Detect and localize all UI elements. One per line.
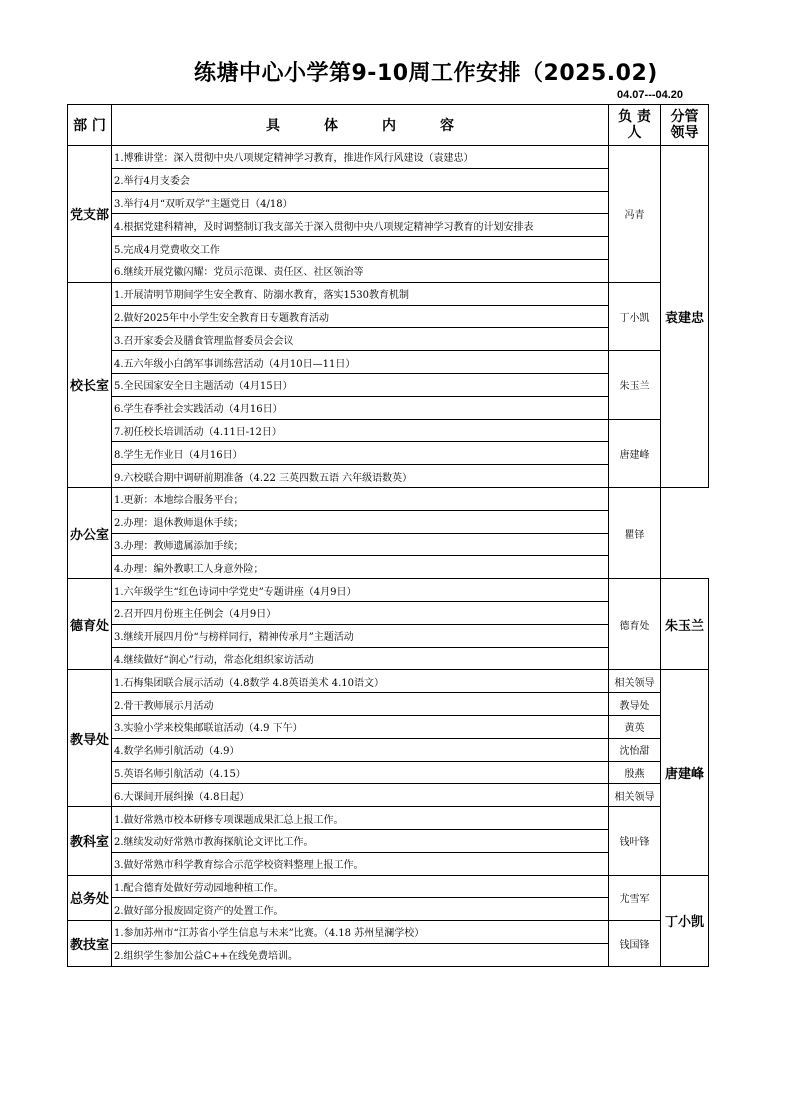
task-item: 4.五六年级小白鸽军事训练营活动（4月10日—11日） [112,351,609,374]
table-row [68,784,709,807]
table-row [68,715,709,738]
owner-teaching: 沈怡甜 [609,738,661,761]
dept-teaching: 教导处 [68,670,112,807]
task-item: 3.继续开展四月份“与榜样同行，精神传承月”主题活动 [112,624,609,647]
task-item: 1.做好常熟市校本研修专项课题成果汇总上报工作。 [112,807,609,830]
header-leader [661,105,709,146]
dept-research: 教科室 [68,807,112,875]
header-content-char: 具 [266,118,280,134]
task-item: 2.举行4月支委会 [112,168,609,191]
header-row [68,105,709,146]
task-item: 5.英语名师引航活动（4.15） [112,761,609,784]
task-item: 8.学生无作业日（4月16日） [112,442,609,465]
dept-moral: 德育处 [68,579,112,670]
header-owner-line2: 人 [627,125,642,141]
task-item: 4.办理：编外教职工人身意外险； [112,556,609,579]
table-row [68,351,709,374]
leader-1: 袁建忠 [661,146,709,488]
task-item: 2.骨干教师展示月活动 [112,693,609,716]
leader-4: 丁小凯 [661,875,709,966]
task-item: 2.做好2025年中小学生安全教育日专题教育活动 [112,305,609,328]
task-item: 1.博雅讲堂：深入贯彻中央八项规定精神学习教育，推进作风行风建设（袁建忠） [112,146,609,169]
task-item: 2.继续发动好常熟市教海探航论文评比工作。 [112,829,609,852]
header-owner [609,105,661,146]
owner-principal-2: 朱玉兰 [609,351,661,419]
owner-principal-3: 唐建峰 [609,419,661,487]
table-row [68,670,709,693]
header-content-char: 体 [324,118,338,134]
owner-office: 瞿铎 [609,487,661,578]
page-title: 练塘中心小学第9-10周工作安排（2025.02) [194,61,658,86]
header-content [112,105,609,146]
table-row [68,761,709,784]
task-item: 3.办理：教师遗属添加手续； [112,533,609,556]
task-item: 2.办理：退休教师退休手续； [112,510,609,533]
task-item: 5.全民国家安全日主题活动（4月15日） [112,373,609,396]
task-item: 1.配合德育处做好劳动园地种植工作。 [112,875,609,898]
task-item: 6.继续开展党徽闪耀：党员示范课、责任区、社区领治等 [112,259,609,282]
table-row [68,146,709,169]
header-leader-line2: 领导 [670,125,699,141]
task-item: 6.学生春季社会实践活动（4月16日） [112,396,609,419]
owner-teaching: 教导处 [609,693,661,716]
owner-teaching: 相关领导 [609,670,661,693]
header-owner-line1: 负 责 [618,109,651,125]
task-item: 3.做好常熟市科学教育综合示范学校资料整理上报工作。 [112,852,609,875]
table-row [68,875,709,898]
table-row [68,807,709,830]
task-item: 2.做好部分报废固定资产的处置工作。 [112,898,609,921]
owner-party: 冯青 [609,146,661,283]
dept-tech: 教技室 [68,921,112,967]
dept-office: 办公室 [68,487,112,578]
task-item: 4.根据党建科精神，及时调整制订我支部关于深入贯彻中央八项规定精神学习教育的计划安排表 [112,214,609,237]
table-row [68,487,709,510]
task-item: 3.召开家委会及膳食管理监督委员会会议 [112,328,609,351]
dept-general: 总务处 [68,875,112,921]
date-range: 04.07---04.20 [617,89,684,101]
header-dept: 部 门 [68,105,112,146]
task-item: 1.六年级学生“红色诗词中学党史”专题讲座（4月9日） [112,579,609,602]
owner-teaching: 殷燕 [609,761,661,784]
task-item: 3.举行4月“双听双学”主题党日（4/18） [112,191,609,214]
owner-teaching: 相关领导 [609,784,661,807]
task-item: 9.六校联合期中调研前期准备（4.22 三英四数五语 六年级语数英） [112,465,609,488]
header-content-char: 内 [382,118,396,134]
table-row [68,579,709,602]
owner-teaching: 黄英 [609,715,661,738]
dept-principal: 校长室 [68,282,112,487]
task-item: 2.组织学生参加公益C++在线免费培训。 [112,943,609,966]
task-item: 1.更新：本地综合服务平台； [112,487,609,510]
task-item: 1.开展清明节期间学生安全教育、防溺水教育，落实1530教育机制 [112,282,609,305]
task-item: 5.完成4月党费收交工作 [112,237,609,260]
table-row [68,282,709,305]
task-item: 4.继续做好“润心”行动，常态化组织家访活动 [112,647,609,670]
schedule-table [67,104,709,967]
task-item: 1.石梅集团联合展示活动（4.8数学 4.8英语美术 4.10语文） [112,670,609,693]
task-item: 2.召开四月份班主任例会（4月9日） [112,601,609,624]
task-item: 4.数学名师引航活动（4.9） [112,738,609,761]
task-item: 7.初任校长培训活动（4.11日-12日） [112,419,609,442]
task-item: 6.大课间开展纠操（4.8日起） [112,784,609,807]
owner-tech: 钱国锋 [609,921,661,967]
table-row [68,921,709,944]
owner-research: 钱叶锋 [609,807,661,875]
owner-general: 尤雪军 [609,875,661,921]
header-content-char: 容 [440,118,454,134]
leader-2: 朱玉兰 [661,579,709,670]
header-leader-line1: 分管 [670,109,699,125]
owner-moral: 德育处 [609,579,661,670]
task-item: 1.参加苏州市“江苏省小学生信息与未来”比赛。（4.18 苏州星澜学校） [112,921,609,944]
owner-principal-1: 丁小凯 [609,282,661,350]
leader-3: 唐建峰 [661,670,709,875]
table-row [68,693,709,716]
table-row [68,419,709,442]
dept-party: 党支部 [68,146,112,283]
task-item: 3.实验小学来校集邮联谊活动（4.9 下午） [112,715,609,738]
table-row [68,738,709,761]
